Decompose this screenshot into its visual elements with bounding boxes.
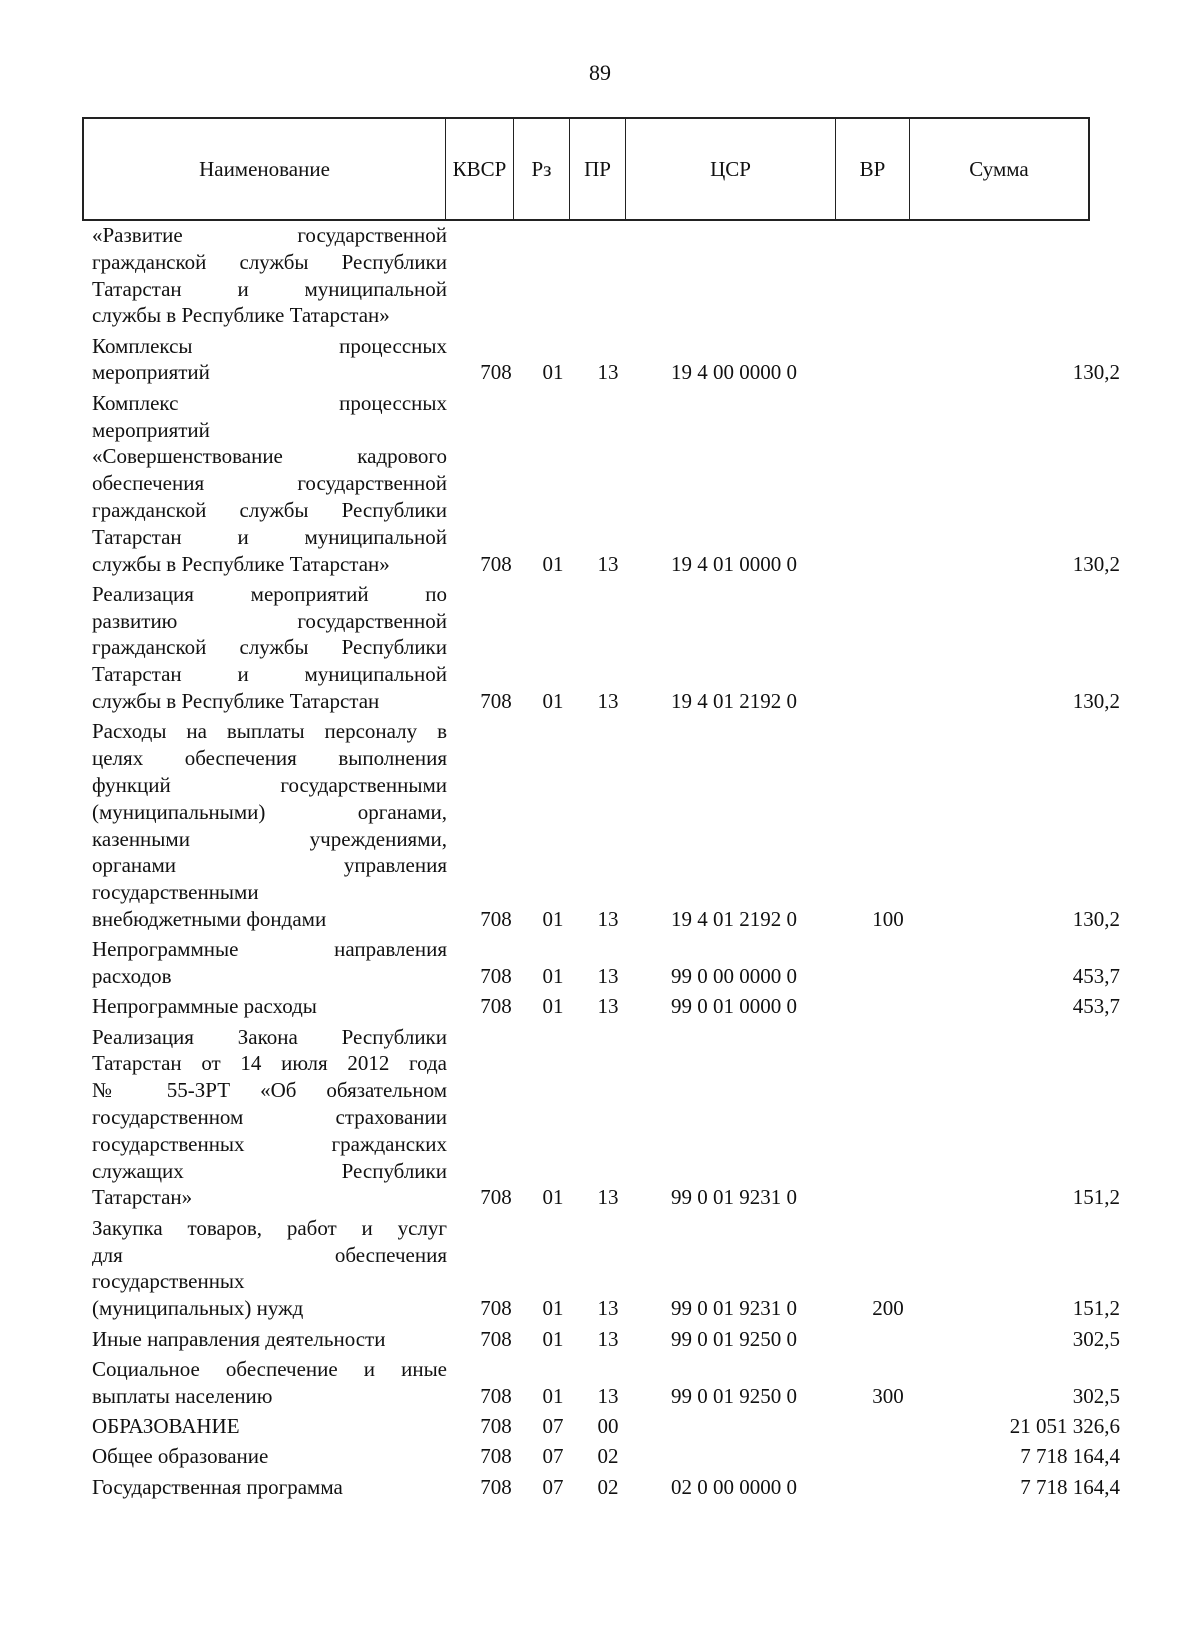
row-vr: 300 [872, 1383, 904, 1408]
row-csr: 02 0 00 0000 0 [671, 1474, 797, 1499]
row-pr: 13 [597, 360, 619, 385]
row-name-line: казенными учреждениями, [92, 826, 447, 851]
header-vr: ВР [836, 119, 910, 219]
row-sum: 130,2 [1072, 906, 1120, 931]
row-kvsr: 708 [480, 1383, 512, 1408]
row-csr: 19 4 01 2192 0 [671, 906, 797, 931]
row-rz: 01 [542, 994, 564, 1019]
row-kvsr: 708 [480, 1296, 512, 1321]
row-name-line: государственных [92, 1269, 245, 1294]
header-rz: Рз [514, 119, 570, 219]
header-pr: ПР [570, 119, 626, 219]
row-rz: 01 [542, 360, 564, 385]
page-number: 89 [589, 60, 611, 85]
row-kvsr: 708 [480, 994, 512, 1019]
table-row [0, 1356, 1200, 1410]
row-pr: 13 [597, 1383, 619, 1408]
row-name-line: функций государственными [92, 772, 447, 797]
row-name-line: (муниципальных) нужд [92, 1296, 304, 1321]
row-name-line: Социальное обеспечение и иные [92, 1356, 447, 1381]
row-rz: 07 [542, 1444, 564, 1469]
row-vr: 100 [872, 906, 904, 931]
row-name-line: Комплексы процессных [92, 333, 447, 358]
row-name [92, 1326, 447, 1353]
row-name-line: службы в Республике Татарстан» [92, 303, 390, 328]
row-pr: 02 [597, 1474, 619, 1499]
row-name-line: Непрограммные расходы [92, 994, 317, 1019]
row-name-line: развитию государственной [92, 608, 447, 633]
row-sum: 130,2 [1072, 689, 1120, 714]
table-row [0, 1215, 1200, 1322]
row-name-line: Реализация мероприятий по [92, 581, 447, 606]
row-kvsr: 708 [480, 1326, 512, 1351]
row-csr: 99 0 01 9250 0 [671, 1326, 797, 1351]
table-row [0, 390, 1200, 578]
row-rz: 01 [542, 964, 564, 989]
row-name-line: № 55-ЗРТ «Об обязательном [92, 1078, 447, 1103]
row-name [92, 1024, 447, 1212]
row-name-line: выплаты населению [92, 1383, 273, 1408]
row-kvsr: 708 [480, 1413, 512, 1438]
table-row [0, 1326, 1200, 1353]
table-header [82, 117, 1090, 221]
row-sum: 130,2 [1072, 551, 1120, 576]
row-name-line: гражданской службы Республики [92, 635, 447, 660]
header-sum: Сумма [969, 156, 1029, 181]
row-csr: 19 4 01 0000 0 [671, 551, 797, 576]
table-row [0, 1413, 1200, 1440]
row-kvsr: 708 [480, 360, 512, 385]
row-kvsr: 708 [480, 551, 512, 576]
row-pr: 13 [597, 1185, 619, 1210]
row-name [92, 936, 447, 990]
row-kvsr: 708 [480, 964, 512, 989]
row-pr: 13 [597, 1296, 619, 1321]
row-vr: 200 [872, 1296, 904, 1321]
row-name-line: Расходы на выплаты персоналу в [92, 719, 447, 744]
row-name [92, 993, 447, 1020]
row-name-line: Татарстан» [92, 1185, 193, 1210]
row-name-line: Закупка товаров, работ и услуг [92, 1215, 447, 1240]
row-pr: 02 [597, 1444, 619, 1469]
table-row [0, 333, 1200, 387]
row-sum: 151,2 [1072, 1185, 1120, 1210]
row-name [92, 718, 447, 932]
row-sum: 151,2 [1072, 1296, 1120, 1321]
row-name-line: Татарстан от 14 июля 2012 года [92, 1051, 447, 1076]
row-pr: 13 [597, 689, 619, 714]
row-name-line: службы в Республике Татарстан [92, 689, 380, 714]
row-pr: 13 [597, 1326, 619, 1351]
row-pr: 13 [597, 994, 619, 1019]
row-kvsr: 708 [480, 1444, 512, 1469]
row-pr: 00 [597, 1413, 619, 1438]
row-kvsr: 708 [480, 906, 512, 931]
row-sum: 302,5 [1072, 1326, 1120, 1351]
row-sum: 130,2 [1072, 360, 1120, 385]
row-name-line: ОБРАЗОВАНИЕ [92, 1413, 240, 1438]
row-name [92, 1474, 447, 1501]
row-sum: 7 718 164,4 [1020, 1444, 1120, 1469]
row-name-line: мероприятий [92, 360, 210, 385]
table-row [0, 1024, 1200, 1212]
row-name [92, 581, 447, 715]
row-kvsr: 708 [480, 1474, 512, 1499]
row-name-line: целях обеспечения выполнения [92, 746, 447, 771]
row-name-line: Татарстан и муниципальной [92, 276, 447, 301]
row-csr: 99 0 01 9231 0 [671, 1185, 797, 1210]
row-rz: 01 [542, 906, 564, 931]
row-name-line: Общее образование [92, 1444, 269, 1469]
table-row [0, 718, 1200, 932]
row-name [92, 1443, 447, 1470]
row-csr: 19 4 01 2192 0 [671, 689, 797, 714]
row-name [92, 1215, 447, 1322]
row-name-line: органами управления [92, 853, 447, 878]
row-name-line: государственных гражданских [92, 1131, 447, 1156]
row-name [92, 390, 447, 578]
row-name-line: обеспечения государственной [92, 471, 447, 496]
row-csr: 19 4 00 0000 0 [671, 360, 797, 385]
row-name-line: государственными [92, 880, 259, 905]
row-name-line: внебюджетными фондами [92, 906, 327, 931]
row-name-line: Татарстан и муниципальной [92, 524, 447, 549]
row-sum: 453,7 [1072, 994, 1120, 1019]
row-pr: 13 [597, 964, 619, 989]
row-rz: 07 [542, 1474, 564, 1499]
row-name-line: служащих Республики [92, 1158, 447, 1183]
table-row [0, 581, 1200, 715]
header-csr: ЦСР [626, 119, 836, 219]
header-name: Наименование [84, 119, 446, 219]
row-name [92, 222, 447, 329]
row-name-line: для обеспечения [92, 1242, 447, 1267]
table-row [0, 1474, 1200, 1501]
row-pr: 13 [597, 551, 619, 576]
row-rz: 01 [542, 1185, 564, 1210]
row-rz: 01 [542, 1383, 564, 1408]
header-kvsr: КВСР [446, 119, 514, 219]
row-kvsr: 708 [480, 689, 512, 714]
table-row [0, 1443, 1200, 1470]
row-name-line: службы в Республике Татарстан» [92, 551, 390, 576]
table-row [0, 993, 1200, 1020]
row-name-line: гражданской службы Республики [92, 497, 447, 522]
row-name-line: Комплекс процессных [92, 390, 447, 415]
row-csr: 99 0 01 0000 0 [671, 994, 797, 1019]
row-name-line: «Совершенствование кадрового [92, 444, 447, 469]
row-name-line: расходов [92, 964, 172, 989]
row-name [92, 1356, 447, 1410]
row-name [92, 333, 447, 387]
row-name-line: (муниципальными) органами, [92, 799, 447, 824]
row-name-line: мероприятий [92, 417, 210, 442]
row-pr: 13 [597, 906, 619, 931]
row-name [92, 1413, 447, 1440]
row-rz: 01 [542, 1296, 564, 1321]
row-name-line: Иные направления деятельности [92, 1326, 386, 1351]
row-rz: 01 [542, 1326, 564, 1351]
row-rz: 01 [542, 689, 564, 714]
row-sum: 7 718 164,4 [1020, 1474, 1120, 1499]
row-name-line: Государственная программа [92, 1474, 343, 1499]
row-sum: 302,5 [1072, 1383, 1120, 1408]
row-csr: 99 0 01 9231 0 [671, 1296, 797, 1321]
row-name-line: Татарстан и муниципальной [92, 662, 447, 687]
row-sum: 453,7 [1072, 964, 1120, 989]
row-rz: 07 [542, 1413, 564, 1438]
row-rz: 01 [542, 551, 564, 576]
row-name-line: «Развитие государственной [92, 223, 447, 247]
row-sum: 21 051 326,6 [1009, 1413, 1120, 1438]
row-kvsr: 708 [480, 1185, 512, 1210]
table-row [0, 936, 1200, 990]
row-name-line: Непрограммные направления [92, 937, 447, 962]
row-csr: 99 0 01 9250 0 [671, 1383, 797, 1408]
row-name-line: гражданской службы Республики [92, 249, 447, 274]
row-name-line: государственном страховании [92, 1105, 447, 1130]
row-name-line: Реализация Закона Республики [92, 1024, 447, 1049]
row-csr: 99 0 00 0000 0 [671, 964, 797, 989]
table-row [0, 222, 1200, 329]
